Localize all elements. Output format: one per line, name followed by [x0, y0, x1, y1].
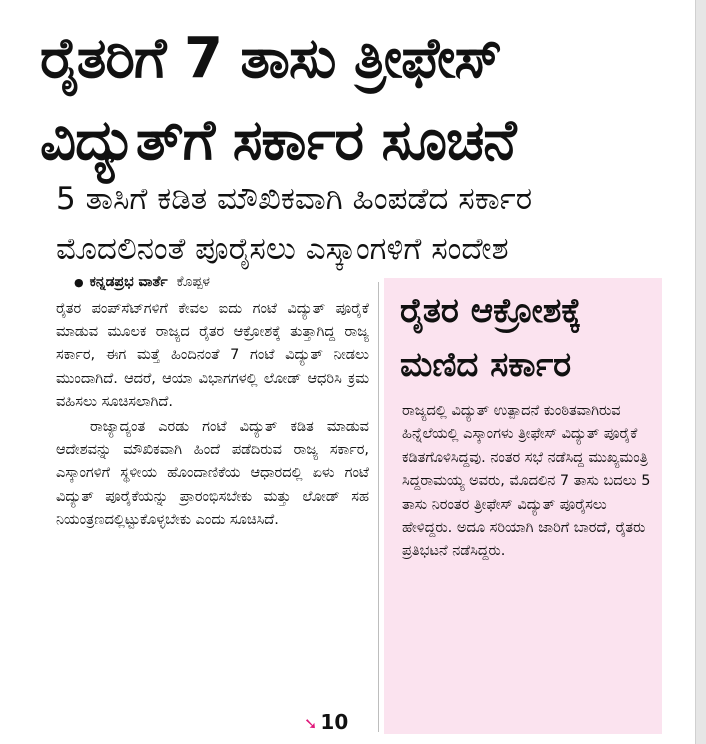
headline-line-1: ರೈತರಿಗೆ 7 ತಾಸು ತ್ರೀಫೇಸ್ [40, 26, 502, 91]
page-edge [695, 0, 706, 744]
column-divider [378, 282, 379, 732]
article-paragraph-1: ರೈತರ ಪಂಪ್‌ಸೆಟ್‌ಗಳಿಗೆ ಕೇವಲ ಐದು ಗಂಟೆ ವಿದ್ಯುತ್ ಪೂರೈಕೆ ಮಾಡುವ ಮೂಲಕ ರಾಜ್ಯದ ರೈತರ ಆಕ್ರೋಶಕ್ಕೆ ತುತ್ತಾಗಿದ್ದ ರಾಜ್ಯ ಸರ್ಕಾರ, ಈಗ ಮತ್ತೆ ಹಿಂದಿನಂತೆ 7 ಗಂಟೆ ವಿದ್ಯುತ್ ನೀಡಲು ಮುಂದಾಗಿದೆ. ಆದರೆ, ಆಯಾ ವಿಭಾಗಗಳಲ್ಲಿ ಲೋಡ್ ಆಧರಿಸಿ ಕ್ರಮ ವಹಿಸಲು ಸೂಚಿಸಲಾಗಿದೆ. [56, 301, 369, 410]
article-paragraph-2: ರಾಜ್ಯಾದ್ಯಂತ ಎರಡು ಗಂಟೆ ವಿದ್ಯುತ್ ಕಡಿತ ಮಾಡುವ ಆದೇಶವನ್ನು ಮೌಖಿಕವಾಗಿ ಹಿಂದೆ ಪಡೆದಿರುವ ರಾಜ್ಯ ಸರ್ಕಾರ, ಎಸ್ಕಾಂಗಳಿಗೆ ಸ್ಥಳೀಯ ಹೊಂದಾಣಿಕೆಯ ಆಧಾರದಲ್ಲಿ ಏಳು ಗಂಟೆ ವಿದ್ಯುತ್ ಪೂರೈಕೆಯನ್ನು ಪ್ರಾರಂಭಿಸಬೇಕು ಮತ್ತು ಲೋಡ್ ಸಹ ನಿಯಂತ್ರಣದಲ್ಲಿಟ್ಟುಕೊಳ್ಳಬೇಕು ಎಂದು ಸೂಚಿಸಿದೆ. [56, 419, 369, 528]
subheadline [56, 174, 676, 274]
byline-place: ಕೊಪ್ಪಳ [176, 274, 211, 290]
jump-arrow-icon: ➘ [304, 714, 318, 733]
sidebar-title-line-1: ರೈತರ ಆಕ್ರೋಶಕ್ಕೆ [400, 291, 582, 331]
subheadline-line-1: 5 ತಾಸಿಗೆ ಕಡಿತ ಮೌಖಿಕವಾಗಿ ಹಿಂಪಡೆದ ಸರ್ಕಾರ [56, 181, 533, 217]
headline-line-2: ವಿದ್ಯುತ್‌ಗೆ ಸರ್ಕಾರ ಸೂಚನೆ [40, 108, 516, 173]
sidebar-box [384, 278, 662, 734]
sidebar-title [400, 284, 656, 392]
bullet-icon: ● [74, 276, 84, 289]
byline-agency: ಕನ್ನಡಪ್ರಭ ವಾರ್ತೆ [89, 274, 168, 290]
sidebar-body: ರಾಜ್ಯದಲ್ಲಿ ವಿದ್ಯುತ್ ಉತ್ಪಾದನೆ ಕುಂಠಿತವಾಗಿರುವ ಹಿನ್ನೆಲೆಯಲ್ಲಿ ಎಸ್ಕಾಂಗಳು ತ್ರೀಫೇಸ್ ವಿದ್ಯುತ್ ಪೂರೈಕೆ ಕಡಿತಗೊಳಿಸಿದ್ದವು. ನಂತರ ಸಭೆ ನಡೆಸಿದ್ದ ಮುಖ್ಯಮಂತ್ರಿ ಸಿದ್ದರಾಮಯ್ಯ ಅವರು, ಮೊದಲಿನ 7 ತಾಸು ಬದಲು 5 ತಾಸು ನಿರಂತರ ತ್ರೀಫೇಸ್ ವಿದ್ಯುತ್ ಪೂರೈಸಲು ಹೇಳಿದ್ದರು. ಅದೂ ಸರಿಯಾಗಿ ಜಾರಿಗೆ ಬಾರದೆ, ರೈತರು ಪ್ರತಿಭಟನೆ ನಡೆಸಿದ್ದರು. [402, 403, 651, 560]
article-body [56, 298, 369, 532]
byline [74, 274, 210, 290]
sidebar-title-line-2: ಮಣಿದ ಸರ್ಕಾರ [400, 345, 572, 385]
continued-on-page[interactable] [304, 710, 348, 734]
subheadline-line-2: ಮೊದಲಿನಂತೆ ಪೂರೈಸಲು ಎಸ್ಕಾಂಗಳಿಗೆ ಸಂದೇಶ [56, 231, 509, 267]
jump-page-number: 10 [320, 710, 349, 734]
headline [40, 18, 680, 182]
